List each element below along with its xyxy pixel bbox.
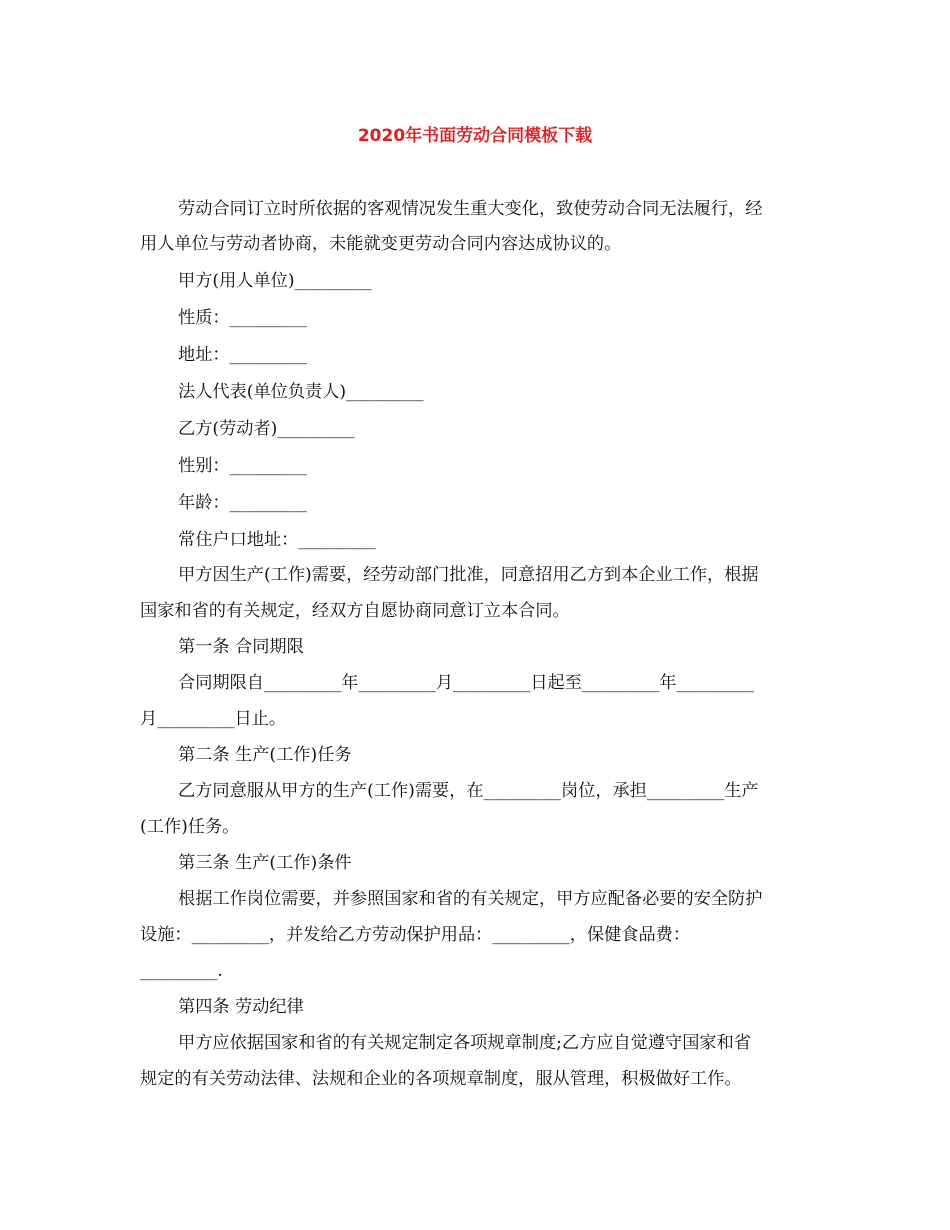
field-residence: 常住户口地址：_________ [178,530,376,550]
field-age: 年龄：_________ [178,493,307,513]
paragraph-line: _________. [140,961,223,981]
section-heading-1: 第一条 合同期限 [178,637,304,657]
paragraph-line: 甲方应依据国家和省的有关规定制定各项规章制度;乙方应自觉遵守国家和省 [178,1033,751,1053]
document-title: 2020年书面劳动合同模板下载 [357,126,593,146]
paragraph-line: 乙方同意服从甲方的生产(工作)需要，在_________岗位，承担_________生产 [178,781,759,801]
paragraph-line: 月_________日止。 [140,709,287,729]
paragraph-line: 劳动合同订立时所依据的客观情况发生重大变化，致使劳动合同无法履行，经 [178,199,763,219]
paragraph-line: 合同期限自_________年_________月_________日起至_________年_________ [178,673,754,693]
field-gender: 性别：_________ [178,456,307,476]
section-heading-4: 第四条 劳动纪律 [178,997,304,1017]
field-legal-rep: 法人代表(单位负责人)_________ [178,382,424,402]
field-employee: 乙方(劳动者)_________ [178,419,355,439]
paragraph-line: 设施：_________，并发给乙方劳动保护用品：_________，保健食品费： [140,925,691,945]
section-heading-3: 第三条 生产(工作)条件 [178,853,352,873]
field-nature: 性质：_________ [178,308,307,328]
paragraph-line: 用人单位与劳动者协商，未能就变更劳动合同内容达成协议的。 [140,234,622,254]
paragraph-line: 甲方因生产(工作)需要，经劳动部门批准，同意招用乙方到本企业工作，根据 [178,565,759,585]
paragraph-line: 根据工作岗位需要，并参照国家和省的有关规定，甲方应配备必要的安全防护 [178,889,763,909]
field-employer: 甲方(用人单位)_________ [178,271,372,291]
paragraph-line: 规定的有关劳动法律、法规和企业的各项规章制度，服从管理，积极做好工作。 [140,1069,742,1089]
section-heading-2: 第二条 生产(工作)任务 [178,745,352,765]
paragraph-line: (工作)任务。 [140,817,240,837]
paragraph-line: 国家和省的有关规定，经双方自愿协商同意订立本合同。 [140,601,570,621]
field-address: 地址：_________ [178,345,307,365]
